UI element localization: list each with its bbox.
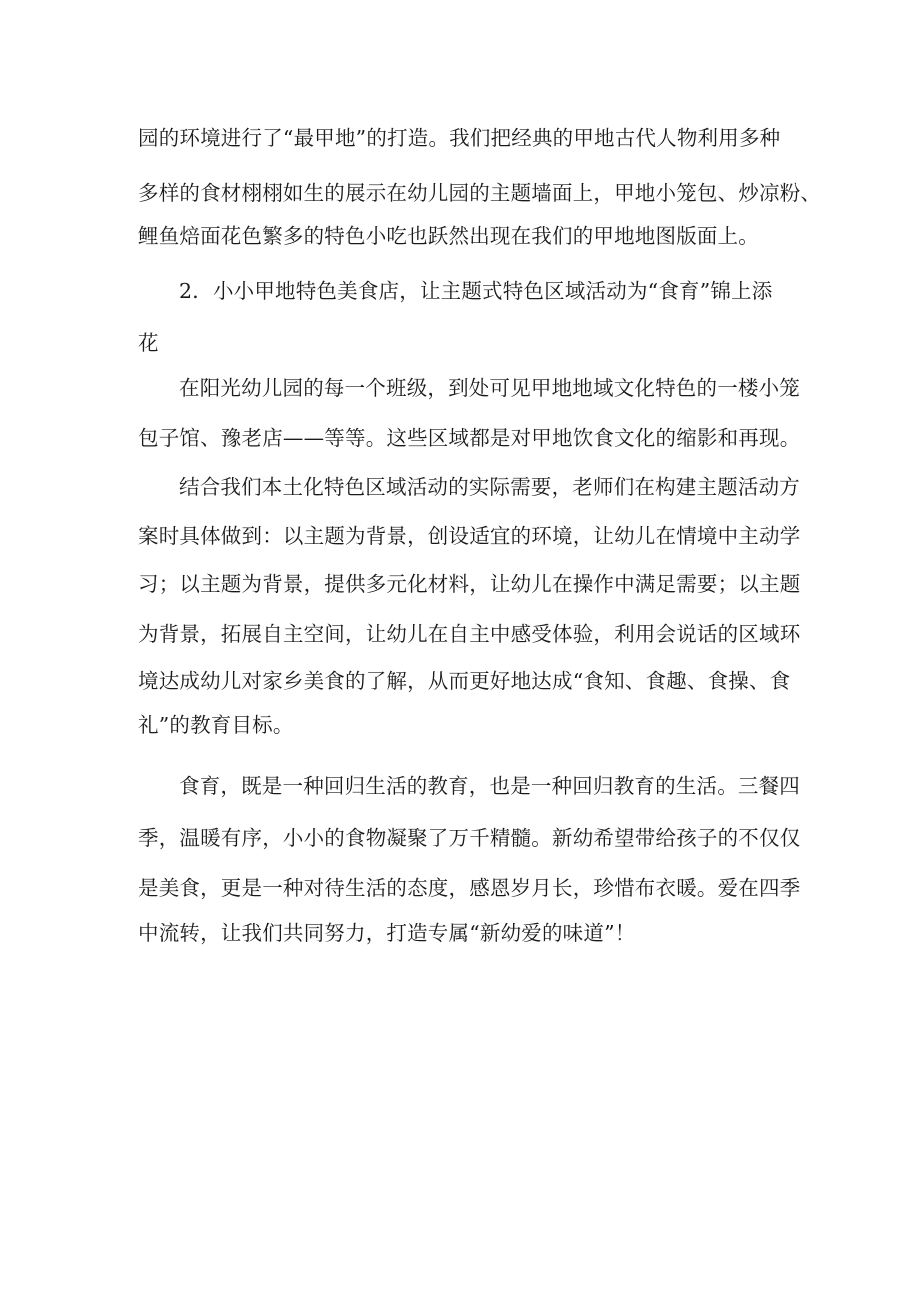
paragraph-4-line-6: 礼”的教育目标。	[138, 713, 294, 737]
paragraph-5-line-3: 是美食，更是一种对待生活的态度，感恩岁月长，珍惜布衣暖。爱在四季	[138, 876, 801, 900]
paragraph-4-line-2: 案时具体做到：以主题为背景，创设适宜的环境，让幼儿在情境中主动学	[138, 524, 801, 548]
paragraph-1-line-3: 鲤鱼焙面花色繁多的特色小吃也跃然出现在我们的甲地地图版面上。	[138, 224, 759, 248]
paragraph-2-line-2: 花	[138, 331, 159, 355]
paragraph-3-line-1: 在阳光幼儿园的每一个班级，到处可见甲地地域文化特色的一楼小笼	[179, 376, 800, 400]
paragraph-4-line-1: 结合我们本土化特色区域活动的实际需要，老师们在构建主题活动方	[179, 475, 800, 499]
paragraph-4-line-5: 境达成幼儿对家乡美食的了解，从而更好地达成“食知、食趣、食操、食	[138, 669, 791, 693]
paragraph-4-line-3: 习；以主题为背景，提供多元化材料，让幼儿在操作中满足需要；以主题	[138, 572, 801, 596]
paragraph-1-line-1: 园的环境进行了“最甲地”的打造。我们把经典的甲地古代人物利用多种	[138, 126, 781, 150]
paragraph-5-line-4: 中流转，让我们共同努力，打造专属“新幼爱的味道”！	[138, 921, 636, 945]
paragraph-5-line-1: 食育，既是一种回归生活的教育，也是一种回归教育的生活。三餐四	[179, 774, 800, 798]
paragraph-2-line-1: 2．小小甲地特色美食店，让主题式特色区域活动为“食育”锦上添	[179, 279, 773, 303]
paragraph-1-line-2: 多样的食材栩栩如生的展示在幼儿园的主题墙面上，甲地小笼包、炒凉粉、	[138, 181, 822, 205]
paragraph-4-line-4: 为背景，拓展自主空间，让幼儿在自主中感受体验，利用会说话的区域环	[138, 622, 801, 646]
paragraph-3-line-2: 包子馆、豫老店——等等。这些区域都是对甲地饮食文化的缩影和再现。	[138, 426, 801, 450]
paragraph-5-line-2: 季，温暖有序，小小的食物凝聚了万千精髓。新幼希望带给孩子的不仅仅	[138, 826, 801, 850]
